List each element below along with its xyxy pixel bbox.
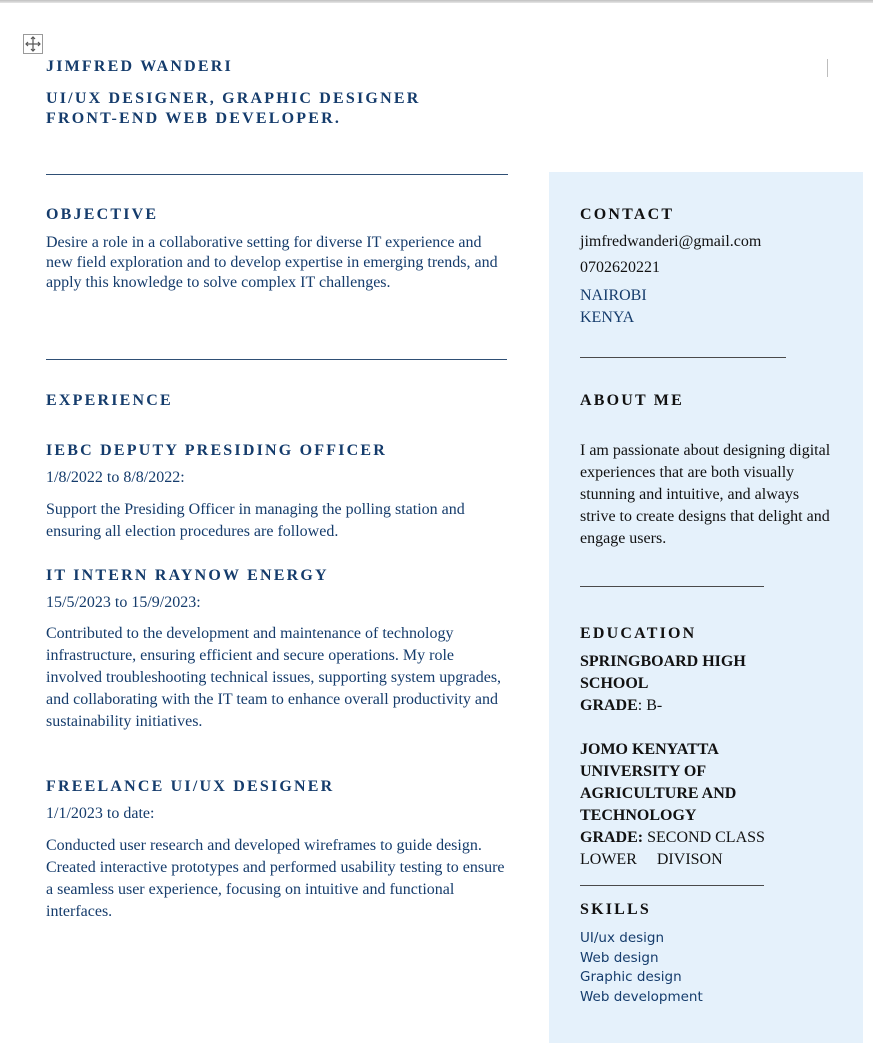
objective-divider [46, 359, 507, 360]
contact-city: NAIROBI [580, 287, 647, 304]
contact-heading: CONTACT [580, 206, 675, 223]
candidate-titles [46, 89, 420, 129]
skill-item: UI/ux design [580, 930, 665, 946]
grade-label: GRADE [580, 697, 638, 714]
school-name: JOMO KENYATTA UNIVERSITY OF AGRICULTURE AND TECHNOLOGY [580, 741, 737, 824]
grade-value: : B- [637, 697, 663, 714]
title-line-2: FRONT-END WEB DEVELOPER. [46, 110, 342, 127]
job-dates: 1/8/2022 to 8/8/2022: [46, 469, 185, 486]
school-grade [580, 827, 800, 871]
education-divider [580, 885, 764, 886]
job-dates: 15/5/2023 to 15/9/2023: [46, 594, 201, 611]
objective-text: Desire a role in a collaborative setting for diverse IT experience and new field exploration and to develop expertise in emerging trends, and apply this knowledge to solve complex IT challenges. [46, 234, 498, 291]
education-heading: EDUCATION [580, 625, 697, 642]
job-dates: 1/1/2023 to date: [46, 805, 155, 822]
title-line-1: UI/UX DESIGNER, GRAPHIC DESIGNER [46, 90, 421, 107]
candidate-name: JIMFRED WANDERI [46, 58, 233, 75]
skill-item: Web development [580, 988, 703, 1005]
education-entry [580, 651, 780, 717]
school-name: SPRINGBOARD HIGH SCHOOL [580, 653, 746, 692]
job-description: Contributed to the development and maintenance of technology infrastructure, ensuring efficient and secure operations. My role involved troubleshooting technical issues, supporting system upgrades, and collaborating with the IT team to enhance overall productivity and sustainability initiatives. [46, 625, 502, 730]
table-move-handle-icon[interactable] [23, 34, 43, 54]
grade-value: SECOND CLASS LOWER DIVISON [580, 829, 769, 868]
skill-item: Web design [580, 949, 659, 966]
contact-phone: 0702620221 [580, 259, 660, 276]
skill-item: Graphic design [580, 969, 682, 985]
grade-label: GRADE: [580, 829, 644, 846]
experience-heading: EXPERIENCE [46, 392, 173, 409]
job-title: IT INTERN RAYNOW ENERGY [46, 567, 329, 584]
job-title: IEBC DEPUTY PRESIDING OFFICER [46, 442, 388, 459]
about-divider [580, 586, 764, 587]
objective-heading: OBJECTIVE [46, 206, 159, 223]
education-entry [580, 739, 800, 871]
contact-email[interactable]: jimfredwanderi@gmail.com [580, 233, 762, 250]
header-divider [46, 174, 508, 175]
window-top-border [0, 0, 873, 3]
contact-country: KENYA [580, 309, 635, 326]
contact-address [580, 285, 647, 329]
school-grade [580, 695, 780, 717]
job-title: FREELANCE UI/UX DESIGNER [46, 778, 335, 795]
about-text: I am passionate about designing digital experiences that are both visually stunning and intuitive, and always strive to create designs that delight and engage users. [580, 442, 831, 547]
skills-heading: SKILLS [580, 901, 652, 918]
skills-list [580, 929, 703, 1007]
job-description: Conducted user research and developed wireframes to guide design. Created interactive prototypes and performed usability testing to ensure a seamless user experience, focusing on intuitive and functional interfaces. [46, 837, 505, 920]
text-cursor [827, 59, 828, 77]
contact-divider [580, 357, 786, 358]
about-heading: ABOUT ME [580, 392, 684, 409]
job-description: Support the Presiding Officer in managing the polling station and ensuring all election procedures are followed. [46, 501, 465, 540]
